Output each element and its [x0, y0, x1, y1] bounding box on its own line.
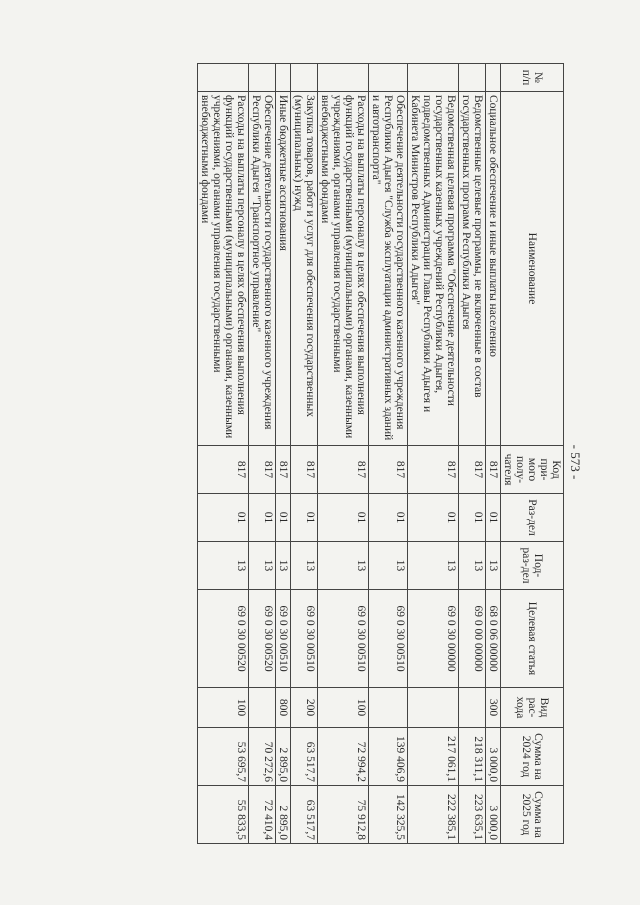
cell-sum-2025: 223 635,1: [459, 786, 486, 844]
cell-name: Иные бюджетные ассигнования: [276, 92, 291, 446]
table-row: [486, 64, 501, 844]
cell-num: [459, 64, 486, 92]
cell-exp-type: [459, 688, 486, 728]
cell-exp-type: [249, 688, 276, 728]
cell-sum-2024: 72 994,2: [318, 728, 369, 786]
header-target: Целевая статья: [501, 590, 564, 688]
cell-subsection: 13: [276, 542, 291, 590]
cell-target: 69 0 00 00000: [459, 590, 486, 688]
budget-table-container: [61, 63, 564, 843]
cell-subsection: 13: [198, 542, 249, 590]
cell-sum-2024: 70 272,6: [249, 728, 276, 786]
cell-exp-type: 800: [276, 688, 291, 728]
table-row: [276, 64, 291, 844]
table-row: [318, 64, 369, 844]
cell-target: 68 0 06 00000: [486, 590, 501, 688]
cell-name: Обеспечение деятельности государственного казенного учреждения Республики Адыгея "Служба эксплуатации административных зданий и автотранспорта": [369, 92, 408, 446]
cell-sum-2024: 63 517,7: [291, 728, 318, 786]
header-num: № п/п: [501, 64, 564, 92]
cell-section: 01: [318, 494, 369, 542]
cell-sum-2024: 217 061,1: [408, 728, 459, 786]
cell-name: Ведомственная целевая программа "Обеспечение деятельности государственных казенных учреждений Республики Адыгея, подведомственных Администрации Главы Республики Адыгея и Кабинета Министров Республики Адыгея": [408, 92, 459, 446]
cell-exp-type: 100: [198, 688, 249, 728]
cell-code: 817: [318, 446, 369, 494]
cell-num: [291, 64, 318, 92]
table-row: [249, 64, 276, 844]
cell-exp-type: 200: [291, 688, 318, 728]
table-row: [198, 64, 249, 844]
cell-code: 817: [249, 446, 276, 494]
table-row: [459, 64, 486, 844]
cell-sum-2025: 63 517,7: [291, 786, 318, 844]
table-header-row: [501, 64, 564, 844]
header-name: Наименование: [501, 92, 564, 446]
cell-sum-2025: 3 000,0: [486, 786, 501, 844]
cell-section: 01: [459, 494, 486, 542]
cell-subsection: 13: [408, 542, 459, 590]
cell-sum-2025: 222 385,1: [408, 786, 459, 844]
cell-name: Расходы на выплаты персоналу в целях обеспечения выполнения функций государственными (муниципальными) органами, казенными учреждениями, органами управления государственными внебюджетными фондами: [318, 92, 369, 446]
cell-section: 01: [198, 494, 249, 542]
cell-section: 01: [291, 494, 318, 542]
cell-num: [486, 64, 501, 92]
header-exp-type: Вид рас-хода: [501, 688, 564, 728]
cell-exp-type: [369, 688, 408, 728]
cell-code: 817: [198, 446, 249, 494]
table-row: [369, 64, 408, 844]
cell-code: 817: [486, 446, 501, 494]
cell-code: 817: [291, 446, 318, 494]
header-subsection: Под-раз-дел: [501, 542, 564, 590]
cell-target: 69 0 30 00510: [276, 590, 291, 688]
cell-target: 69 0 30 00000: [408, 590, 459, 688]
cell-num: [276, 64, 291, 92]
cell-target: 69 0 30 00520: [198, 590, 249, 688]
cell-section: 01: [249, 494, 276, 542]
cell-sum-2025: 55 833,5: [198, 786, 249, 844]
cell-subsection: 13: [249, 542, 276, 590]
cell-code: 817: [276, 446, 291, 494]
cell-subsection: 13: [459, 542, 486, 590]
cell-num: [198, 64, 249, 92]
cell-exp-type: 300: [486, 688, 501, 728]
cell-code: 817: [369, 446, 408, 494]
cell-name: Социальное обеспечение и иные выплаты населению: [486, 92, 501, 446]
cell-name: Обеспечение деятельности государственного казенного учреждения Республики Адыгея "Транспортное управление": [249, 92, 276, 446]
cell-num: [408, 64, 459, 92]
cell-code: 817: [408, 446, 459, 494]
cell-sum-2025: 75 912,8: [318, 786, 369, 844]
cell-section: 01: [276, 494, 291, 542]
page-number: - 573 -: [568, 444, 583, 480]
cell-name: Закупка товаров, работ и услуг для обеспечения государственных (муниципальных) нужд: [291, 92, 318, 446]
header-sum-2025: Сумма на 2025 год: [501, 786, 564, 844]
cell-sum-2024: 139 406,9: [369, 728, 408, 786]
cell-sum-2025: 2 895,0: [276, 786, 291, 844]
cell-section: 01: [408, 494, 459, 542]
cell-subsection: 13: [369, 542, 408, 590]
cell-code: 817: [459, 446, 486, 494]
cell-num: [318, 64, 369, 92]
cell-sum-2025: 72 410,4: [249, 786, 276, 844]
cell-sum-2024: 2 895,0: [276, 728, 291, 786]
cell-target: 69 0 30 00510: [291, 590, 318, 688]
table-row: [408, 64, 459, 844]
header-section: Раз-дел: [501, 494, 564, 542]
cell-section: 01: [486, 494, 501, 542]
header-sum-2024: Сумма на 2024 год: [501, 728, 564, 786]
cell-sum-2024: 53 695,7: [198, 728, 249, 786]
cell-sum-2025: 142 325,5: [369, 786, 408, 844]
cell-sum-2024: 3 000,0: [486, 728, 501, 786]
cell-target: 69 0 30 00510: [369, 590, 408, 688]
cell-name: Ведомственные целевые программы, не включенные в состав государственных программ Республики Адыгея: [459, 92, 486, 446]
cell-name: Расходы на выплаты персоналу в целях обеспечения выполнения функций государственными (муниципальными) органами, казенными учреждениями, органами управления государственными внебюджетными фондами: [198, 92, 249, 446]
cell-subsection: 13: [486, 542, 501, 590]
cell-exp-type: 100: [318, 688, 369, 728]
cell-num: [249, 64, 276, 92]
cell-sum-2024: 218 311,1: [459, 728, 486, 786]
cell-exp-type: [408, 688, 459, 728]
cell-target: 69 0 30 00510: [318, 590, 369, 688]
table-row: [291, 64, 318, 844]
cell-target: 69 0 30 00520: [249, 590, 276, 688]
cell-num: [369, 64, 408, 92]
cell-section: 01: [369, 494, 408, 542]
cell-subsection: 13: [318, 542, 369, 590]
cell-subsection: 13: [291, 542, 318, 590]
header-code: Код при-мого полу-чателя: [501, 446, 564, 494]
budget-table: [197, 63, 564, 844]
